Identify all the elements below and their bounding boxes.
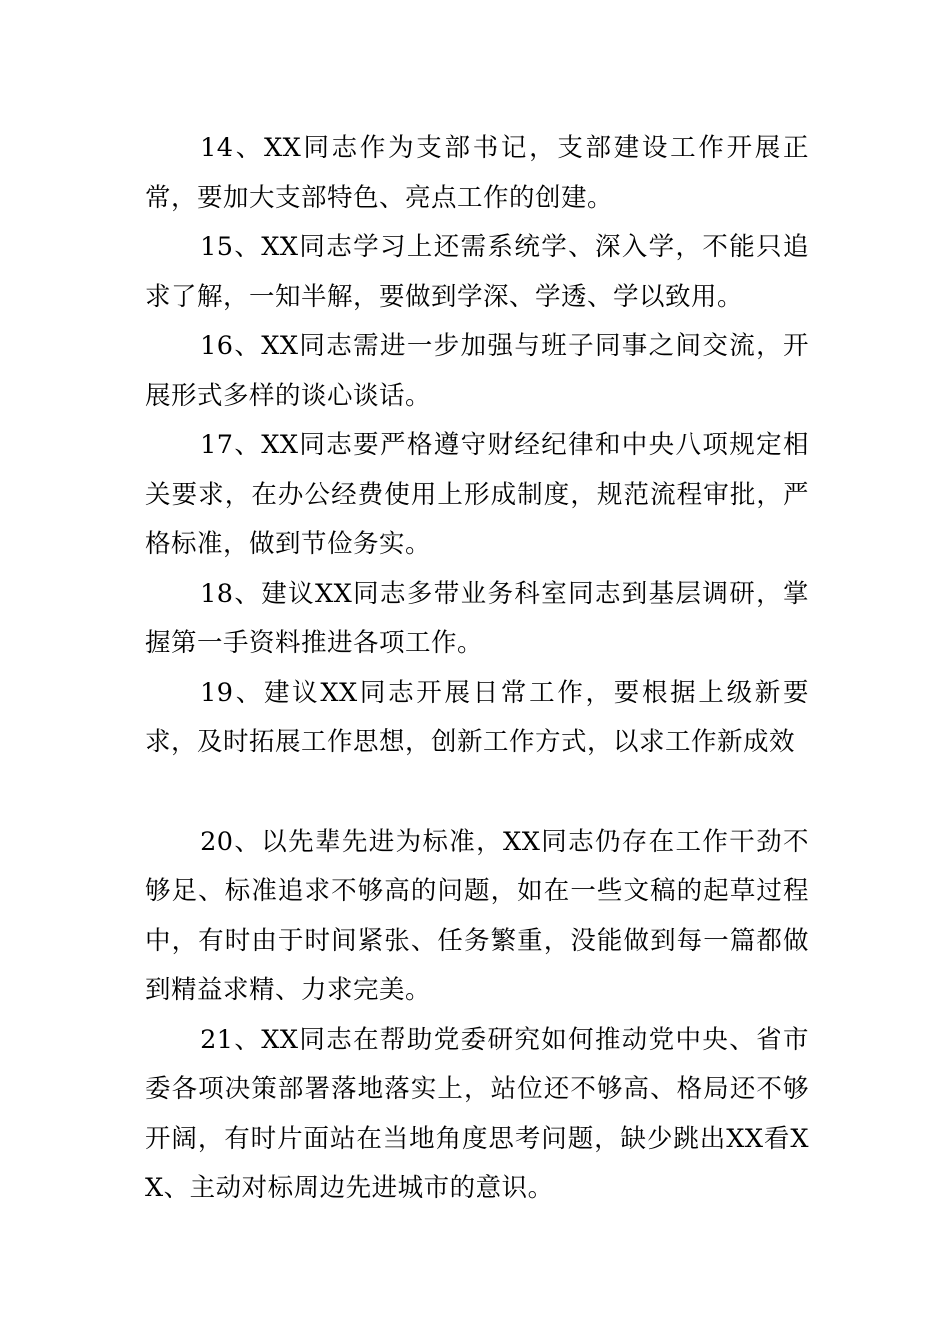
paragraph-18: 18、建议XX同志多带业务科室同志到基层调研，掌握第一手资料推进各项工作。	[145, 578, 809, 658]
paragraph-20: 20、以先辈先进为标准，XX同志仍存在工作干劲不够足、标准追求不够高的问题，如在一些文稿的起草过程中，有时由于时间紧张、任务繁重，没能做到每一篇都做到精益求精、力求完美。	[145, 826, 809, 1005]
paragraph-14: 14、XX同志作为支部书记，支部建设工作开展正常，要加大支部特色、亮点工作的创建。	[145, 133, 809, 213]
paragraph-17: 17、XX同志要严格遵守财经纪律和中央八项规定相关要求，在办公经费使用上形成制度，规范流程审批，严格标准，做到节俭务实。	[145, 430, 809, 559]
document-body	[145, 124, 809, 1214]
paragraph-16: 16、XX同志需进一步加强与班子同事之间交流，开展形式多样的谈心谈话。	[145, 331, 809, 411]
paragraph-19: 19、建议XX同志开展日常工作，要根据上级新要求，及时拓展工作思想，创新工作方式，以求工作新成效	[145, 677, 809, 757]
paragraph-15: 15、XX同志学习上还需系统学、深入学，不能只追求了解，一知半解，要做到学深、学透、学以致用。	[145, 232, 809, 312]
paragraph-21: 21、XX同志在帮助党委研究如何推动党中央、省市委各项决策部署落地落实上，站位还不够高、格局还不够开阔，有时片面站在当地角度思考问题，缺少跳出XX看XX、主动对标周边先进城市的意识。	[145, 1024, 809, 1203]
